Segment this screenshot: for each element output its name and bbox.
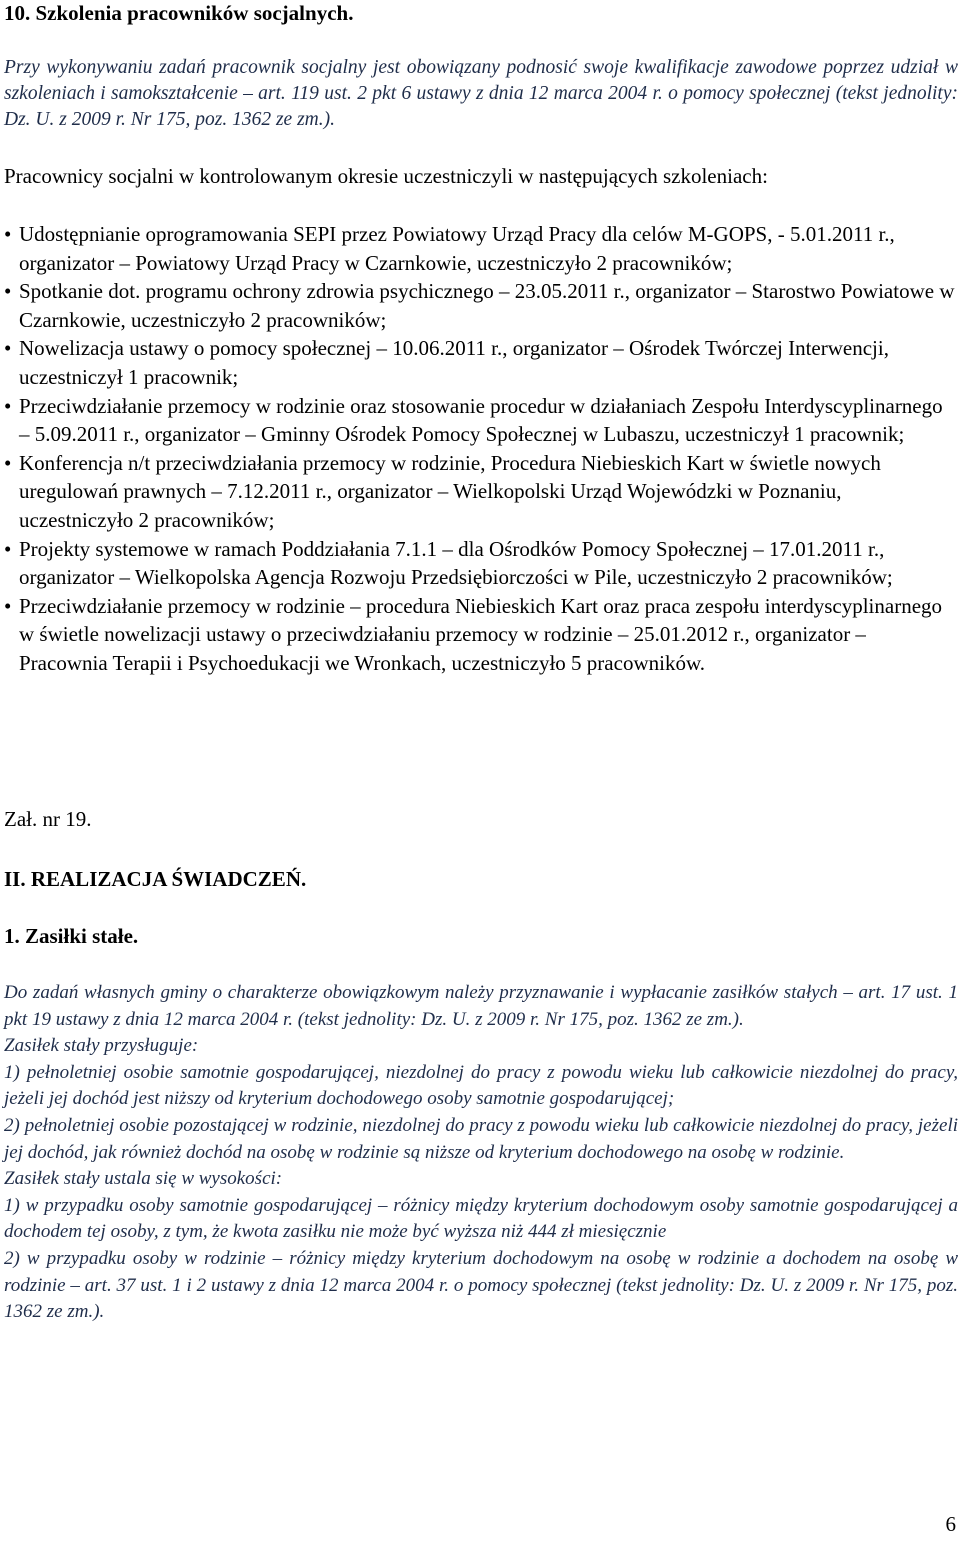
- allowances-body: [4, 980, 958, 1326]
- bullet-icon: •: [4, 593, 12, 618]
- trainings-list: [4, 220, 958, 678]
- intro-paragraph: Przy wykonywaniu zadań pracownik socjalny jest obowiązany podnosić swoje kwalifikacje zawodowe poprzez udział w szkoleniach i samokształcenie – art. 119 ust. 2 pkt 6 ustawy z dnia 12 marca 2004 r. o pomocy społecznej (tekst jednolity: Dz. U. z 2009 r. Nr 175, poz. 1362 ze zm.).: [4, 57, 958, 130]
- bullet-icon: •: [4, 450, 12, 475]
- body-paragraph: Zasiłek stały ustala się w wysokości:: [4, 1168, 283, 1190]
- list-item-text: Przeciwdziałanie przemocy w rodzinie – procedura Niebieskich Kart oraz praca zespołu interdyscyplinarnego w świetle nowelizacji ustawy o przeciwdziałaniu przemocy w rodzinie – 25.01.2012 r., organizator – Pracownia Terapii i Psychoedukacji we Wronkach, uczestniczyło 5 pracowników.: [19, 593, 943, 675]
- list-item: [4, 592, 958, 678]
- list-item: [4, 220, 958, 277]
- list-item-text: Konferencja n/t przeciwdziałania przemocy w rodzinie, Procedura Niebieskich Kart w świetle nowych uregulowań prawnych – 7.12.2011 r., organizator – Wielkopolski Urząd Wojewódzki w Poznaniu, uczestniczyło 2 pracowników;: [19, 450, 881, 532]
- list-item-text: Przeciwdziałanie przemocy w rodzinie oraz stosowanie procedur w działaniach Zespołu Interdyscyplinarnego – 5.09.2011 r., organizator – Gminny Ośrodek Pomocy Społecznej w Lubaszu, uczestniczył 1 pracownik;: [19, 393, 943, 447]
- bullet-icon: •: [4, 336, 12, 361]
- list-item-text: Nowelizacja ustawy o pomocy społecznej – 10.06.2011 r., organizator – Ośrodek Twórczej Interwencji, uczestniczył 1 pracownik;: [19, 336, 889, 389]
- section-heading-benefits: II. REALIZACJA ŚWIADCZEŃ.: [4, 867, 307, 891]
- body-paragraph: 2) w przypadku osoby w rodzinie – różnicy między kryterium dochodowym na osobę w rodzinie a dochodem na osobę w rodzinie – art. 37 ust. 1 i 2 ustawy z dnia 12 marca 2004 r. o pomocy społecznej (tekst jednolity: Dz. U. z 2009 r. Nr 175, poz. 1362 ze zm.).: [4, 1247, 958, 1323]
- trainings-lead-text: Pracownicy socjalni w kontrolowanym okresie uczestniczyli w następujących szkoleniach:: [4, 164, 768, 188]
- list-item: [4, 392, 958, 449]
- page-number: 6: [945, 1512, 956, 1536]
- list-item: [4, 277, 958, 334]
- section-heading-trainings: 10. Szkolenia pracowników socjalnych.: [4, 1, 354, 25]
- bullet-icon: •: [4, 536, 12, 561]
- attachment-note: Zał. nr 19.: [4, 807, 92, 831]
- body-paragraph: 1) pełnoletniej osobie samotnie gospodarującej, niezdolnej do pracy z powodu wieku lub całkowicie niezdolnej do pracy, jeżeli jej dochód jest niższy od kryterium dochodowego osoby samotnie gospodarującej;: [4, 1061, 958, 1110]
- list-item: [4, 449, 958, 535]
- bullet-icon: •: [4, 222, 12, 246]
- list-item-text: Projekty systemowe w ramach Poddziałania 7.1.1 – dla Ośrodków Pomocy Społecznej – 17.01.2011 r., organizator – Wielkopolska Agencja Rozwoju Przedsiębiorczości w Pile, uczestniczyło 2 pracowników;: [19, 536, 893, 590]
- bullet-icon: •: [4, 393, 12, 418]
- body-paragraph: Zasiłek stały przysługuje:: [4, 1035, 199, 1057]
- subsection-heading-permanent-allowances: 1. Zasiłki stałe.: [4, 924, 139, 948]
- body-paragraph: Do zadań własnych gminy o charakterze obowiązkowym należy przyznawanie i wypłacanie zasiłków stałych – art. 17 ust. 1 pkt 19 ustawy z dnia 12 marca 2004 r. (tekst jednolity: Dz. U. z 2009 r. Nr 175, poz. 1362 ze zm.).: [4, 982, 958, 1030]
- list-item-text: Udostępnianie oprogramowania SEPI przez Powiatowy Urząd Pracy dla celów M-GOPS, - 5.01.2011 r., organizator – Powiatowy Urząd Pracy w Czarnkowie, uczestniczyło 2 pracowników;: [19, 222, 895, 275]
- body-paragraph: 1) w przypadku osoby samotnie gospodarującej – różnicy między kryterium dochodowym osoby samotnie gospodarującej a dochodem tej osoby, z tym, że kwota zasiłku nie może być wyższa niż 444 zł miesięcznie: [4, 1194, 958, 1243]
- list-item-text: Spotkanie dot. programu ochrony zdrowia psychicznego – 23.05.2011 r., organizator – Starostwo Powiatowe w Czarnkowie, uczestniczyło 2 pracowników;: [19, 279, 955, 332]
- body-paragraph: 2) pełnoletniej osobie pozostającej w rodzinie, niezdolnej do pracy z powodu wieku lub całkowicie niezdolnej do pracy, jeżeli jej dochód, jak również dochód na osobę w rodzinie są niższe od kryterium dochodowego na osobę w rodzinie.: [4, 1114, 958, 1163]
- list-item: [4, 334, 958, 391]
- list-item: [4, 535, 958, 592]
- bullet-icon: •: [4, 279, 12, 304]
